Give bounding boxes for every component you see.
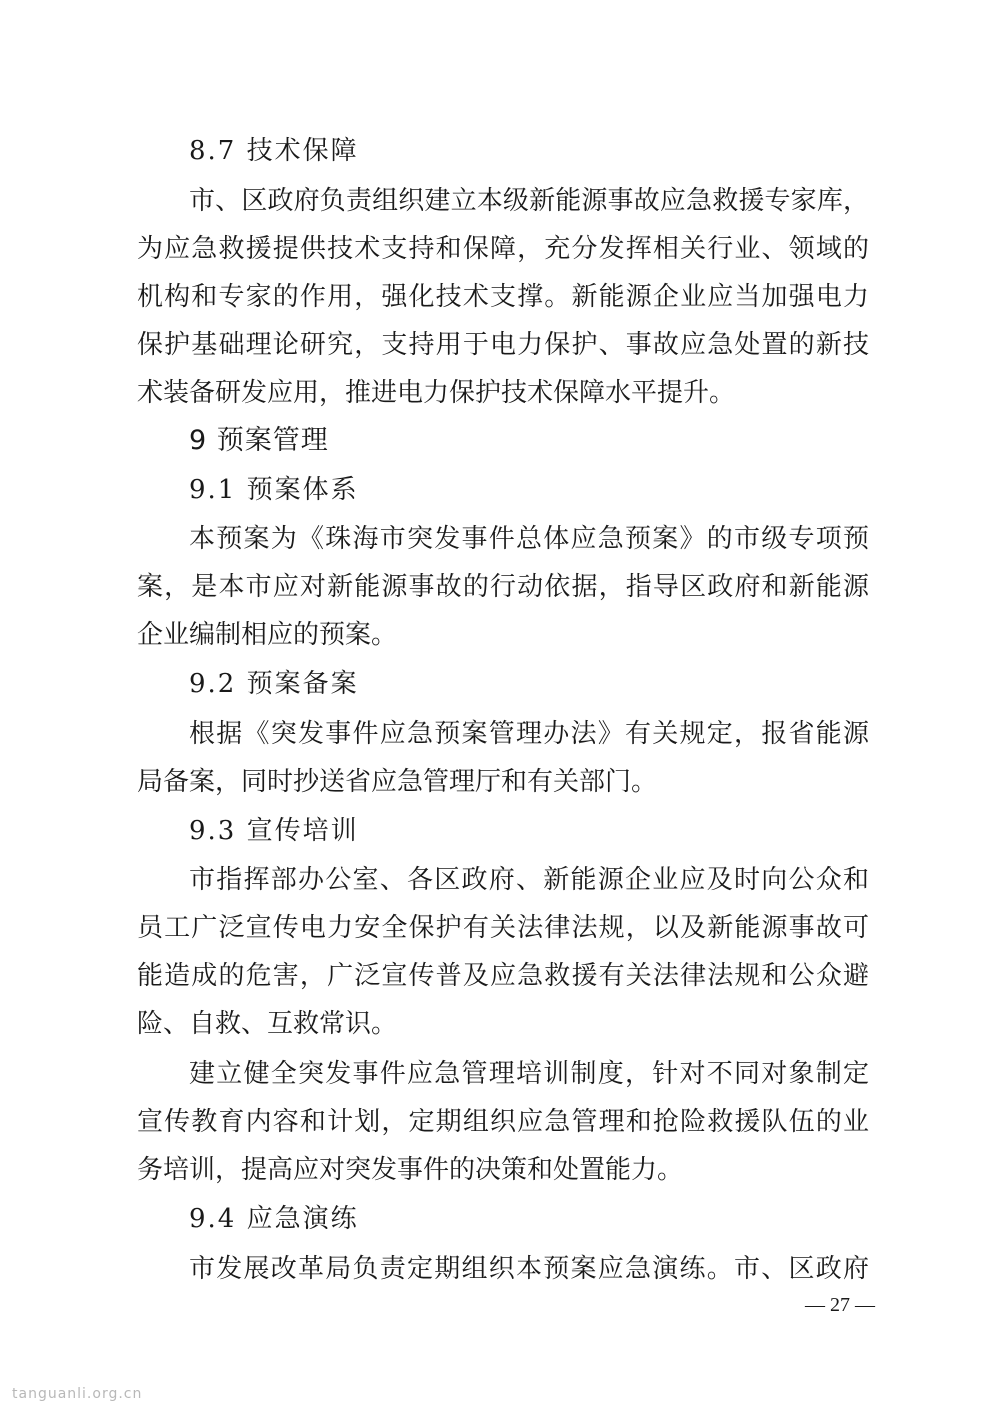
paragraph-line: 保护基础理论研究，支持用于电力保护、事故应急处置的新技 (137, 330, 869, 360)
paragraph-line: 市指挥部办公室、各区政府、新能源企业应及时向公众和 (189, 865, 869, 895)
paragraph-line: 宣传教育内容和计划，定期组织应急管理和抢险救援队伍的业 (137, 1107, 869, 1137)
paragraph-line: 险、自救、互救常识。 (137, 1009, 398, 1039)
chapter-heading-9: 9 预案管理 (189, 425, 329, 456)
paragraph-line: 市、区政府负责组织建立本级新能源事故应急救援专家库， (189, 186, 869, 216)
paragraph-line: 本预案为《珠海市突发事件总体应急预案》的市级专项预 (189, 524, 869, 554)
paragraph-line: 案，是本市应对新能源事故的行动依据，指导区政府和新能源 (137, 572, 869, 602)
paragraph-line: 务培训，提高应对突发事件的决策和处置能力。 (137, 1155, 684, 1185)
watermark: tanguanli.org.cn (12, 1386, 143, 1402)
section-heading-9-2: 9.2 预案备案 (189, 669, 359, 699)
paragraph-line: 建立健全突发事件应急管理培训制度，针对不同对象制定 (189, 1059, 869, 1089)
paragraph-line: 企业编制相应的预案。 (137, 620, 398, 650)
section-heading-9-3: 9.3 宣传培训 (189, 816, 359, 846)
section-heading-9-4: 9.4 应急演练 (189, 1204, 359, 1234)
page-number: — 27 — (805, 1294, 875, 1316)
paragraph-line: 能造成的危害，广泛宣传普及应急救援有关法律法规和公众避 (137, 961, 869, 991)
paragraph-line: 局备案，同时抄送省应急管理厅和有关部门。 (137, 767, 658, 797)
paragraph-line: 根据《突发事件应急预案管理办法》有关规定，报省能源 (189, 719, 869, 749)
paragraph-line: 机构和专家的作用，强化技术支撑。新能源企业应当加强电力 (137, 282, 869, 312)
section-heading-9-1: 9.1 预案体系 (189, 475, 359, 505)
section-heading-8-7: 8.7 技术保障 (189, 136, 359, 166)
paragraph-line: 员工广泛宣传电力安全保护有关法律法规，以及新能源事故可 (137, 913, 869, 943)
paragraph-line: 为应急救援提供技术支持和保障，充分发挥相关行业、领域的 (137, 234, 869, 264)
paragraph-line: 市发展改革局负责定期组织本预案应急演练。市、区政府 (189, 1254, 869, 1284)
paragraph-line: 术装备研发应用，推进电力保护技术保障水平提升。 (137, 378, 736, 408)
